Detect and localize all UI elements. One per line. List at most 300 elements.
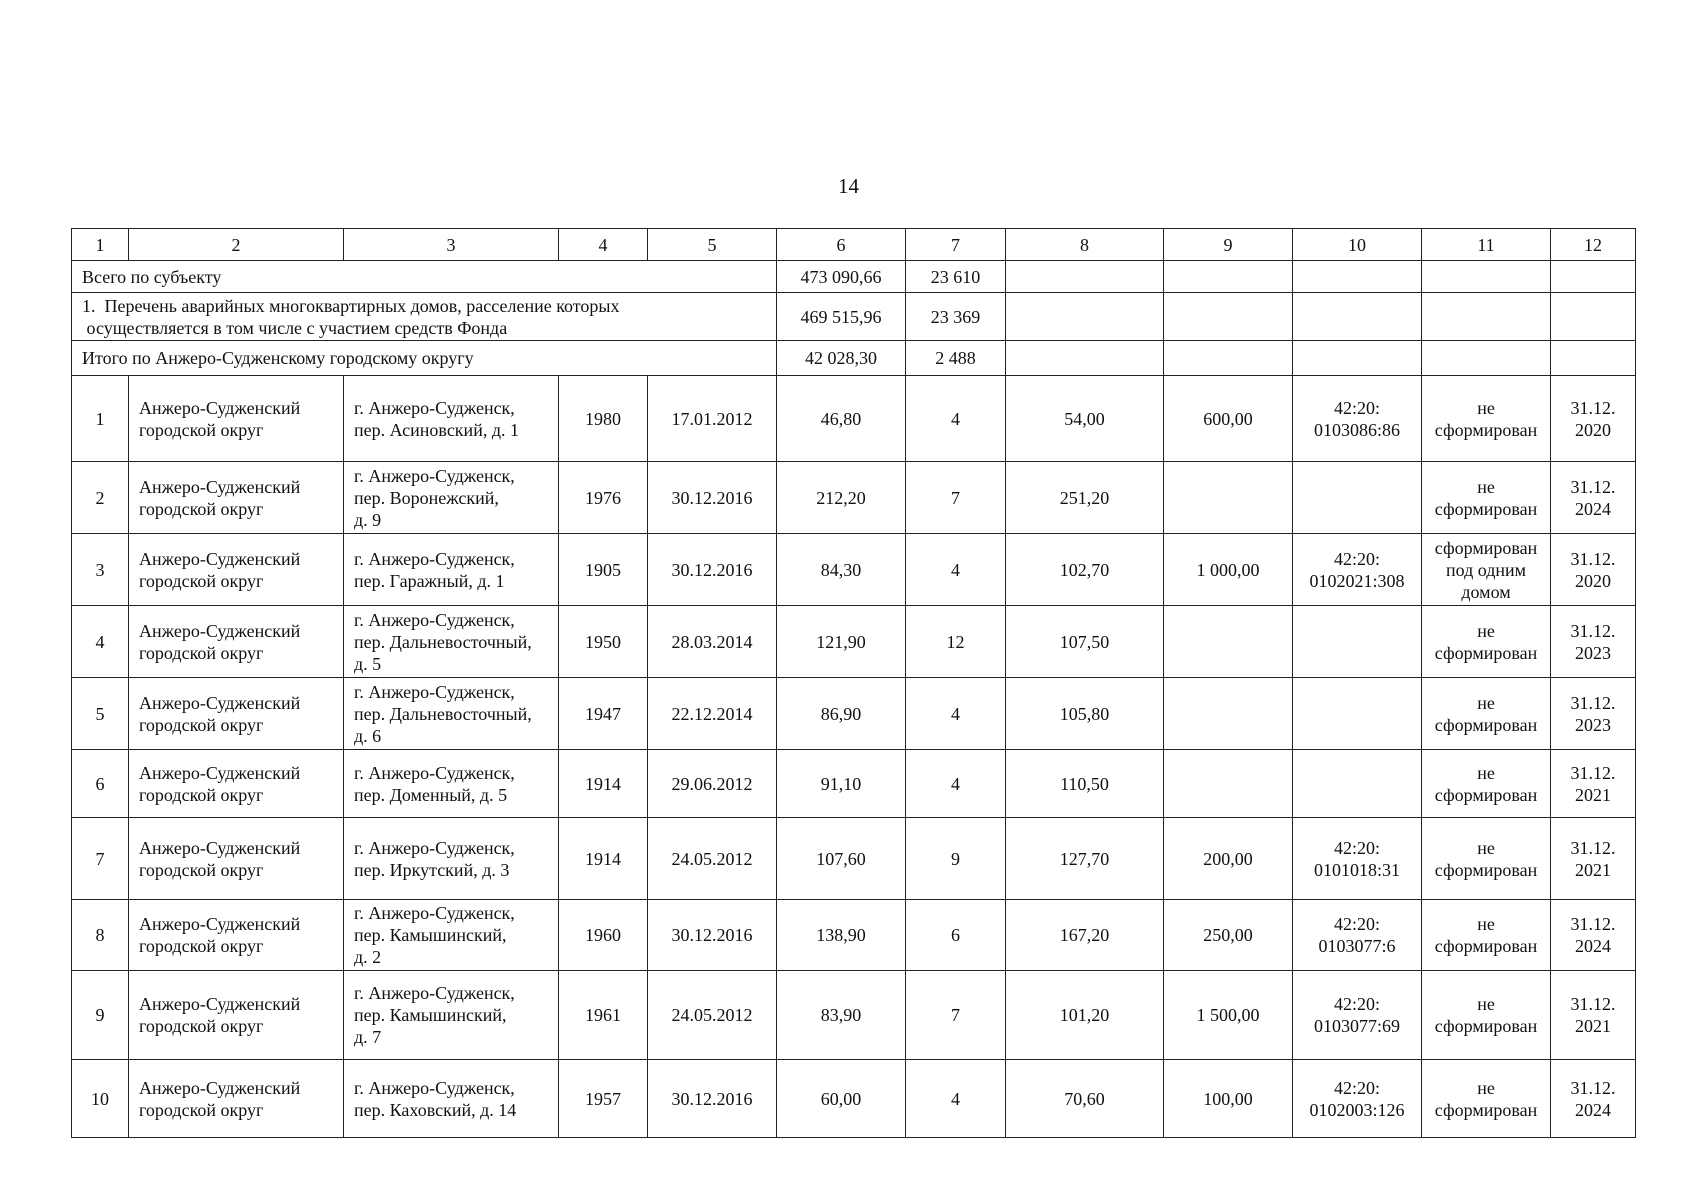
area-text: 86,90	[820, 703, 862, 724]
col-9-value-text: 200,00	[1203, 848, 1253, 869]
address-text: д. 2	[354, 947, 382, 967]
emergency-date-text: 24.05.2012	[671, 848, 753, 869]
address-cell	[344, 750, 559, 818]
residents-count-text: 4	[951, 703, 960, 724]
col-9-value-cell	[1164, 818, 1293, 900]
year-built-text: 1914	[585, 773, 621, 794]
cadastral-number-text: 0102021:308	[1309, 570, 1405, 591]
col-8-value-cell	[1006, 818, 1164, 900]
land-status-text: домом	[1461, 581, 1511, 602]
address-cell	[344, 534, 559, 606]
col-9-value-cell	[1164, 376, 1293, 462]
land-status-text: сформирован	[1434, 859, 1538, 880]
cadastral-number-text: 0103077:69	[1313, 1016, 1400, 1036]
area-cell	[777, 534, 906, 606]
cadastral-number-cell	[1293, 1060, 1422, 1138]
municipality-text: городской округ	[139, 714, 264, 735]
municipality-text: городской округ	[139, 1099, 264, 1120]
residents-count-text: 6	[951, 925, 960, 945]
year-built-text: 1905	[585, 559, 621, 580]
column-header: 9	[1164, 229, 1293, 261]
municipality-cell	[129, 678, 344, 750]
address-text: пер. Каховский, д. 14	[354, 1099, 517, 1120]
table-row	[72, 462, 1636, 534]
address-text: пер. Дальневосточный,	[354, 631, 532, 652]
row-number-text: 1	[95, 408, 105, 429]
address-text: д. 7	[354, 1027, 382, 1047]
address-cell	[344, 971, 559, 1060]
address-text: г. Анжеро-Судженск,	[354, 762, 515, 783]
year-built-cell	[559, 900, 648, 971]
residents-count-text: 4	[951, 408, 960, 429]
emergency-date-cell	[648, 606, 777, 678]
residents-count-text: 9	[951, 848, 960, 869]
empty-cell	[1551, 341, 1636, 376]
land-status-text: сформирован	[1434, 936, 1538, 956]
table-row	[72, 750, 1636, 818]
municipality-text: городской округ	[139, 570, 264, 591]
resettlement-deadline-text: 2023	[1575, 642, 1611, 663]
resettlement-deadline-text: 2024	[1575, 1099, 1611, 1120]
summary-label: Итого по Анжеро-Судженскому городскому округу	[72, 341, 777, 376]
cadastral-number-cell	[1293, 750, 1422, 818]
resettlement-deadline-cell	[1551, 462, 1636, 534]
cadastral-number-cell	[1293, 900, 1422, 971]
address-cell	[344, 376, 559, 462]
row-number-text: 5	[95, 703, 105, 724]
municipality-text: городской округ	[139, 419, 264, 440]
residents-count-cell	[906, 900, 1006, 971]
land-status-cell	[1422, 818, 1551, 900]
cadastral-number-cell	[1293, 818, 1422, 900]
cadastral-number-text: 0102003:126	[1309, 1099, 1405, 1120]
municipality-cell	[129, 818, 344, 900]
col-8-value-cell	[1006, 462, 1164, 534]
area-cell	[777, 1060, 906, 1138]
summary-count: 23 369	[906, 293, 1006, 341]
col-8-value-cell	[1006, 1060, 1164, 1138]
residents-count-cell	[906, 818, 1006, 900]
cadastral-number-text: 0103077:6	[1318, 936, 1396, 956]
address-text: д. 9	[354, 509, 382, 530]
table-row	[72, 971, 1636, 1060]
column-header: 4	[559, 229, 648, 261]
emergency-date-text: 30.12.2016	[671, 1088, 753, 1109]
land-status-cell	[1422, 376, 1551, 462]
land-status-cell	[1422, 606, 1551, 678]
emergency-date-cell	[648, 971, 777, 1060]
row-number-cell	[72, 971, 129, 1060]
resettlement-deadline-text: 2023	[1575, 714, 1611, 735]
row-number-cell	[72, 376, 129, 462]
row-number-text: 4	[95, 631, 105, 652]
emergency-housing-table	[71, 228, 1636, 1138]
land-status-text: сформирован	[1434, 1016, 1538, 1036]
row-number-cell	[72, 534, 129, 606]
emergency-date-text: 30.12.2016	[671, 559, 753, 580]
address-text: г. Анжеро-Судженск,	[354, 903, 515, 923]
empty-cell	[1551, 261, 1636, 293]
emergency-date-cell	[648, 818, 777, 900]
empty-cell	[1006, 293, 1164, 341]
municipality-cell	[129, 1060, 344, 1138]
address-text: пер. Асиновский, д. 1	[354, 419, 519, 440]
land-status-text: не	[1477, 692, 1495, 713]
column-header: 12	[1551, 229, 1636, 261]
residents-count-cell	[906, 750, 1006, 818]
column-header: 7	[906, 229, 1006, 261]
summary-row-list-one	[72, 293, 1636, 341]
empty-cell	[1164, 261, 1293, 293]
cadastral-number-text: 42:20:	[1333, 994, 1380, 1014]
address-cell	[344, 606, 559, 678]
year-built-cell	[559, 971, 648, 1060]
residents-count-text: 7	[951, 1005, 960, 1025]
empty-cell	[1422, 293, 1551, 341]
resettlement-deadline-text: 2021	[1575, 784, 1611, 805]
empty-cell	[1551, 293, 1636, 341]
resettlement-deadline-text: 31.12.	[1570, 548, 1616, 569]
row-number-cell	[72, 900, 129, 971]
municipality-cell	[129, 606, 344, 678]
resettlement-deadline-text: 2024	[1575, 498, 1611, 519]
emergency-date-text: 30.12.2016	[671, 925, 753, 945]
land-status-cell	[1422, 462, 1551, 534]
col-8-value-text: 107,50	[1059, 631, 1110, 652]
resettlement-deadline-text: 2021	[1575, 1016, 1611, 1036]
municipality-text: городской округ	[139, 784, 264, 805]
col-9-value-cell	[1164, 900, 1293, 971]
address-text: пер. Иркутский, д. 3	[354, 859, 510, 880]
table-row	[72, 376, 1636, 462]
cadastral-number-cell	[1293, 376, 1422, 462]
col-8-value-cell	[1006, 606, 1164, 678]
emergency-date-text: 22.12.2014	[671, 703, 753, 724]
cadastral-number-text: 0103086:86	[1313, 419, 1400, 440]
residents-count-text: 4	[951, 559, 960, 580]
col-8-value-text: 127,70	[1059, 848, 1110, 869]
land-status-text: сформирован	[1434, 537, 1538, 558]
table-row	[72, 818, 1636, 900]
col-8-value-text: 54,00	[1064, 408, 1105, 429]
emergency-date-text: 29.06.2012	[671, 773, 753, 794]
col-9-value-cell	[1164, 750, 1293, 818]
year-built-cell	[559, 818, 648, 900]
address-cell	[344, 678, 559, 750]
resettlement-deadline-cell	[1551, 971, 1636, 1060]
column-header: 11	[1422, 229, 1551, 261]
column-number-header-row	[72, 229, 1636, 261]
area-cell	[777, 750, 906, 818]
resettlement-deadline-text: 2021	[1575, 859, 1611, 880]
summary-label: Всего по субъекту	[72, 261, 777, 293]
col-8-value-text: 167,20	[1059, 925, 1110, 945]
col-8-value-cell	[1006, 900, 1164, 971]
table-row	[72, 606, 1636, 678]
cadastral-number-cell	[1293, 606, 1422, 678]
resettlement-deadline-text: 31.12.	[1570, 994, 1616, 1014]
land-status-text: сформирован	[1434, 1099, 1538, 1120]
area-text: 212,20	[816, 487, 866, 508]
resettlement-deadline-text: 2020	[1575, 570, 1611, 591]
area-cell	[777, 462, 906, 534]
resettlement-deadline-text: 31.12.	[1570, 397, 1616, 418]
municipality-text: Анжеро-Судженский	[139, 548, 301, 569]
area-cell	[777, 606, 906, 678]
resettlement-deadline-text: 31.12.	[1570, 692, 1616, 713]
resettlement-deadline-text: 2020	[1575, 419, 1611, 440]
cadastral-number-cell	[1293, 971, 1422, 1060]
municipality-text: городской округ	[139, 498, 264, 519]
residents-count-cell	[906, 606, 1006, 678]
resettlement-deadline-cell	[1551, 900, 1636, 971]
land-status-text: сформирован	[1434, 498, 1538, 519]
area-text: 121,90	[816, 631, 866, 652]
table-row	[72, 1060, 1636, 1138]
address-cell	[344, 900, 559, 971]
land-status-text: сформирован	[1434, 714, 1538, 735]
land-status-cell	[1422, 1060, 1551, 1138]
municipality-text: городской округ	[139, 1016, 264, 1036]
residents-count-text: 12	[946, 631, 965, 652]
address-cell	[344, 462, 559, 534]
col-8-value-text: 70,60	[1064, 1088, 1105, 1109]
empty-cell	[1422, 341, 1551, 376]
year-built-text: 1914	[585, 848, 621, 869]
municipality-text: городской округ	[139, 859, 264, 880]
land-status-text: не	[1477, 837, 1495, 858]
year-built-cell	[559, 1060, 648, 1138]
resettlement-deadline-text: 2024	[1575, 936, 1611, 956]
cadastral-number-text: 42:20:	[1333, 548, 1380, 569]
area-text: 107,60	[816, 848, 866, 869]
address-text: г. Анжеро-Судженск,	[354, 609, 515, 630]
land-status-cell	[1422, 750, 1551, 818]
address-text: пер. Дальневосточный,	[354, 703, 532, 724]
address-text: г. Анжеро-Судженск,	[354, 548, 515, 569]
col-9-value-text: 1 500,00	[1196, 1005, 1260, 1025]
municipality-text: Анжеро-Судженский	[139, 837, 301, 858]
summary-area: 473 090,66	[777, 261, 906, 293]
column-header: 2	[129, 229, 344, 261]
col-9-value-text: 100,00	[1203, 1088, 1253, 1109]
year-built-cell	[559, 750, 648, 818]
address-text: г. Анжеро-Судженск,	[354, 983, 515, 1003]
summary-row-total-subject	[72, 261, 1636, 293]
land-status-cell	[1422, 971, 1551, 1060]
land-status-text: не	[1477, 762, 1495, 783]
resettlement-deadline-text: 31.12.	[1570, 837, 1616, 858]
residents-count-cell	[906, 678, 1006, 750]
row-number-cell	[72, 678, 129, 750]
residents-count-cell	[906, 971, 1006, 1060]
year-built-cell	[559, 376, 648, 462]
cadastral-number-text: 42:20:	[1333, 1077, 1380, 1098]
summary-count: 23 610	[906, 261, 1006, 293]
municipality-cell	[129, 971, 344, 1060]
year-built-text: 1950	[585, 631, 621, 652]
col-8-value-cell	[1006, 971, 1164, 1060]
cadastral-number-text: 42:20:	[1333, 837, 1380, 858]
col-8-value-cell	[1006, 750, 1164, 818]
land-status-text: не	[1477, 620, 1495, 641]
area-text: 138,90	[816, 925, 866, 945]
land-status-text: не	[1477, 1077, 1495, 1098]
summary-label	[72, 293, 777, 341]
empty-cell	[1164, 341, 1293, 376]
municipality-cell	[129, 534, 344, 606]
row-number-text: 10	[91, 1088, 109, 1109]
resettlement-deadline-text: 31.12.	[1570, 762, 1616, 783]
area-cell	[777, 376, 906, 462]
col-9-value-cell	[1164, 971, 1293, 1060]
area-text: 60,00	[820, 1088, 862, 1109]
col-9-value-cell	[1164, 534, 1293, 606]
row-number-cell	[72, 750, 129, 818]
area-text: 46,80	[820, 408, 862, 429]
address-text: пер. Камышинский,	[354, 925, 507, 945]
residents-count-text: 4	[951, 773, 960, 794]
year-built-text: 1976	[585, 487, 621, 508]
emergency-date-cell	[648, 900, 777, 971]
year-built-cell	[559, 678, 648, 750]
column-header: 6	[777, 229, 906, 261]
summary-row-district-total	[72, 341, 1636, 376]
emergency-date-cell	[648, 1060, 777, 1138]
land-status-text: сформирован	[1434, 642, 1538, 663]
cadastral-number-cell	[1293, 678, 1422, 750]
page-number: 14	[838, 174, 859, 198]
col-8-value-text: 251,20	[1059, 487, 1110, 508]
column-header: 3	[344, 229, 559, 261]
municipality-text: Анжеро-Судженский	[139, 1077, 301, 1098]
column-header: 10	[1293, 229, 1422, 261]
empty-cell	[1006, 261, 1164, 293]
year-built-cell	[559, 534, 648, 606]
land-status-text: под одним	[1445, 559, 1527, 580]
address-text: г. Анжеро-Судженск,	[354, 397, 515, 418]
municipality-text: Анжеро-Судженский	[139, 914, 301, 934]
area-cell	[777, 900, 906, 971]
col-9-value-text: 1 000,00	[1196, 559, 1260, 580]
resettlement-deadline-text: 31.12.	[1570, 476, 1616, 497]
emergency-date-cell	[648, 534, 777, 606]
col-8-value-text: 105,80	[1059, 703, 1110, 724]
address-cell	[344, 818, 559, 900]
emergency-date-text: 28.03.2014	[671, 631, 753, 652]
resettlement-deadline-cell	[1551, 678, 1636, 750]
year-built-text: 1980	[585, 408, 621, 429]
col-8-value-text: 101,20	[1059, 1005, 1110, 1025]
residents-count-cell	[906, 1060, 1006, 1138]
land-status-cell	[1422, 900, 1551, 971]
row-number-text: 7	[95, 848, 105, 869]
col-9-value-text: 250,00	[1203, 925, 1253, 945]
empty-cell	[1164, 293, 1293, 341]
land-status-cell	[1422, 534, 1551, 606]
year-built-text: 1960	[585, 925, 621, 945]
row-number-cell	[72, 462, 129, 534]
col-8-value-cell	[1006, 534, 1164, 606]
row-number-text: 2	[95, 487, 105, 508]
municipality-text: Анжеро-Судженский	[139, 994, 301, 1014]
address-text: г. Анжеро-Судженск,	[354, 681, 515, 702]
col-9-value-cell	[1164, 606, 1293, 678]
emergency-date-text: 24.05.2012	[671, 1005, 753, 1025]
resettlement-deadline-cell	[1551, 376, 1636, 462]
emergency-date-cell	[648, 750, 777, 818]
residents-count-text: 7	[951, 487, 960, 508]
address-text: г. Анжеро-Судженск,	[354, 837, 515, 858]
resettlement-deadline-cell	[1551, 534, 1636, 606]
land-status-text: не	[1477, 476, 1495, 497]
residents-count-cell	[906, 376, 1006, 462]
summary-area: 42 028,30	[777, 341, 906, 376]
area-text: 84,30	[820, 559, 862, 580]
empty-cell	[1293, 293, 1422, 341]
table-row	[72, 900, 1636, 971]
municipality-cell	[129, 750, 344, 818]
resettlement-deadline-text: 31.12.	[1570, 1077, 1616, 1098]
address-text: д. 6	[354, 725, 382, 746]
land-status-text: сформирован	[1434, 784, 1538, 805]
emergency-date-cell	[648, 376, 777, 462]
column-header: 8	[1006, 229, 1164, 261]
col-9-value-cell	[1164, 462, 1293, 534]
municipality-text: Анжеро-Судженский	[139, 476, 301, 497]
empty-cell	[1293, 341, 1422, 376]
residents-count-text: 4	[951, 1088, 960, 1109]
municipality-text: Анжеро-Судженский	[139, 397, 301, 418]
municipality-cell	[129, 462, 344, 534]
municipality-text: городской округ	[139, 642, 264, 663]
cadastral-number-cell	[1293, 462, 1422, 534]
land-status-text: не	[1477, 994, 1495, 1014]
land-status-cell	[1422, 678, 1551, 750]
empty-cell	[1293, 261, 1422, 293]
emergency-date-cell	[648, 678, 777, 750]
col-9-value-text: 600,00	[1203, 408, 1253, 429]
column-header: 5	[648, 229, 777, 261]
emergency-date-text: 30.12.2016	[671, 487, 753, 508]
address-text: г. Анжеро-Судженск,	[354, 1077, 515, 1098]
address-text: г. Анжеро-Судженск,	[354, 465, 515, 486]
col-8-value-text: 102,70	[1059, 559, 1110, 580]
col-8-value-text: 110,50	[1060, 773, 1109, 794]
table-row	[72, 678, 1636, 750]
summary-label-line: осуществляется в том числе с участием средств Фонда	[82, 317, 508, 338]
municipality-cell	[129, 376, 344, 462]
area-cell	[777, 971, 906, 1060]
area-cell	[777, 678, 906, 750]
col-8-value-cell	[1006, 376, 1164, 462]
table-row	[72, 534, 1636, 606]
year-built-cell	[559, 606, 648, 678]
municipality-text: городской округ	[139, 936, 264, 956]
address-text: пер. Доменный, д. 5	[354, 784, 508, 805]
resettlement-deadline-cell	[1551, 606, 1636, 678]
municipality-text: Анжеро-Судженский	[139, 620, 301, 641]
residents-count-cell	[906, 534, 1006, 606]
area-text: 83,90	[820, 1005, 862, 1025]
address-text: пер. Гаражный, д. 1	[354, 570, 505, 591]
summary-count: 2 488	[906, 341, 1006, 376]
residents-count-cell	[906, 462, 1006, 534]
resettlement-deadline-text: 31.12.	[1570, 914, 1616, 934]
land-status-text: сформирован	[1434, 419, 1538, 440]
empty-cell	[1422, 261, 1551, 293]
cadastral-number-cell	[1293, 534, 1422, 606]
